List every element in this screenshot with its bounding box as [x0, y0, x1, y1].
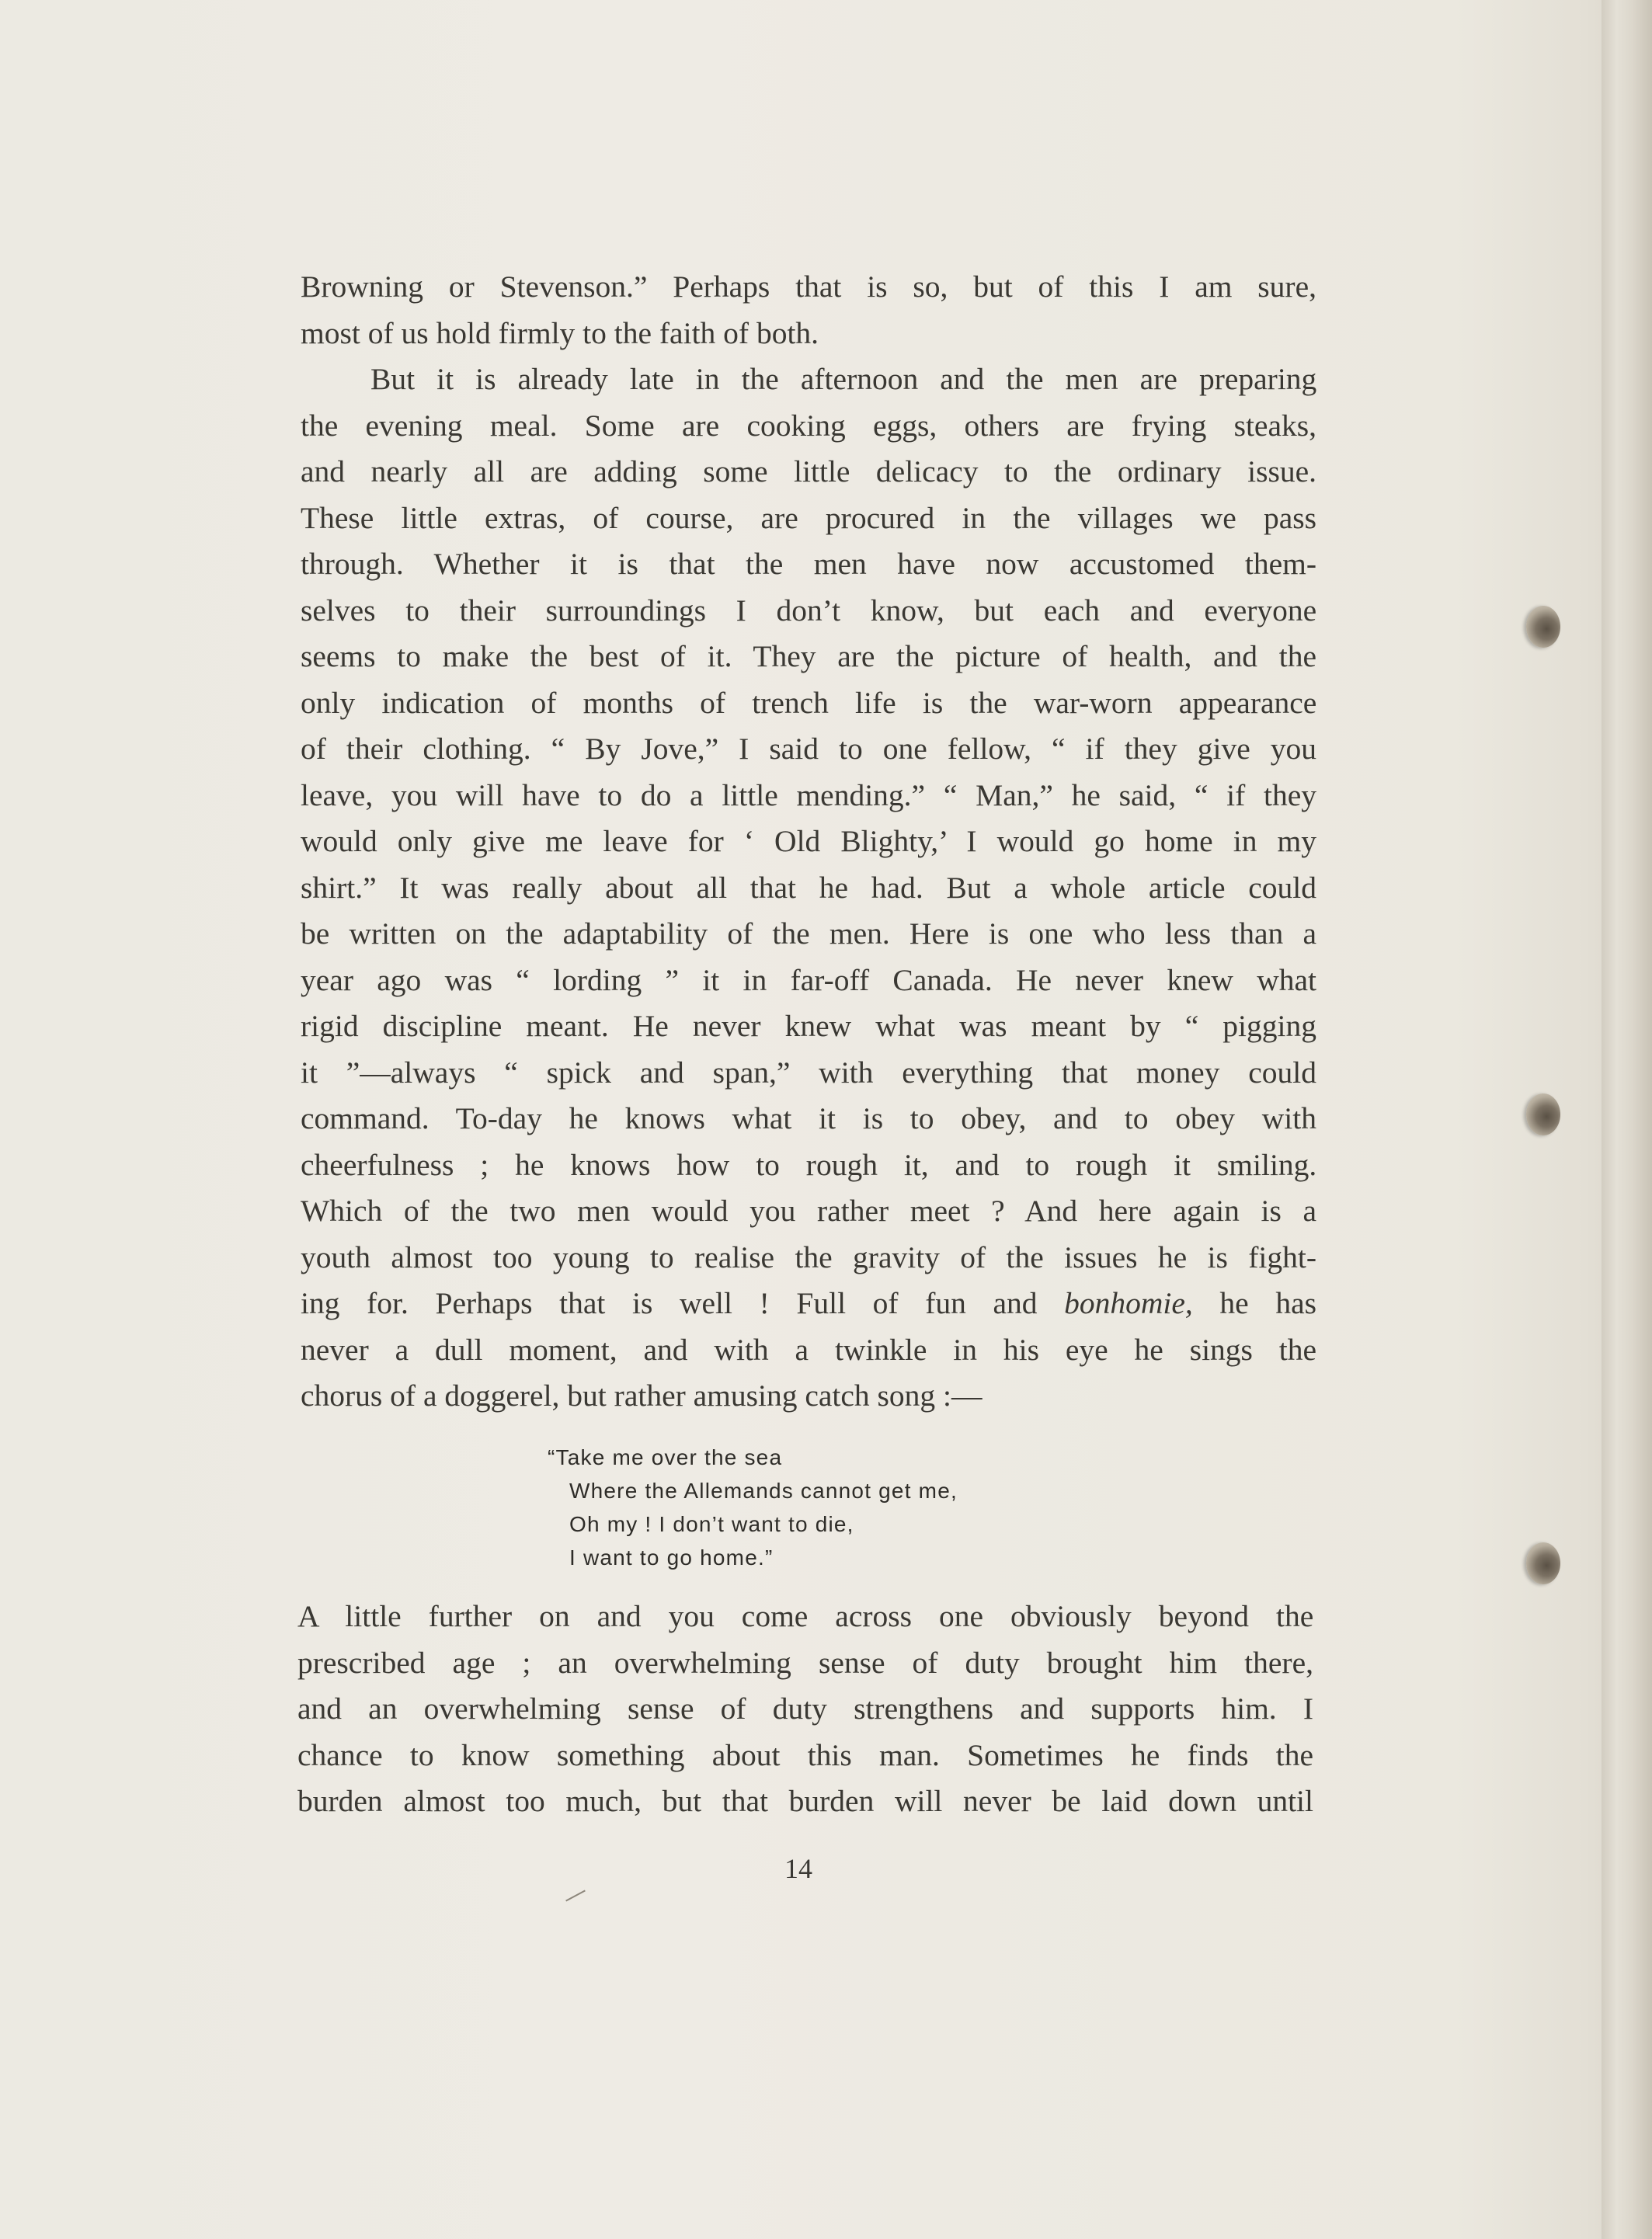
text-line: chance to know something about this man. Sometimes he finds the — [297, 1737, 1313, 1772]
text-line: leave, you will have to do a little mending.” “ Man,” he said, “ if they — [301, 777, 1316, 812]
verse-line: I want to go home.” — [569, 1545, 774, 1570]
paragraph — [301, 356, 1316, 1420]
verse-line: Oh my ! I don’t want to die, — [569, 1512, 854, 1536]
text-line: through. Whether it is that the men have now accustomed them- — [301, 547, 1316, 581]
punch-hole — [1526, 1093, 1560, 1135]
text-line: These little extras, of course, are procured in the villages we pass — [301, 500, 1316, 535]
text-line: A little further on and you come across one obviously beyond the — [297, 1599, 1314, 1633]
text-line: would only give me leave for ‘ Old Blighty,’ I would go home in my — [301, 824, 1316, 858]
text-line-with-italic — [301, 1281, 1316, 1327]
text-line: shirt.” It was really about all that he had. But a whole article could — [301, 870, 1316, 905]
text-line: most of us hold firmly to the faith of both. — [301, 315, 819, 350]
text-line: youth almost too young to realise the gravity of the issues he is fight- — [301, 1239, 1316, 1274]
text-line: be written on the adaptability of the men. Here is one who less than a — [301, 916, 1316, 951]
text-line: and nearly all are adding some little delicacy to the ordinary issue. — [301, 454, 1316, 488]
page-number: 14 — [784, 1853, 812, 1884]
verse-line: Where the Allemands cannot get me, — [569, 1479, 958, 1503]
italic-word: bonhomie, — [1064, 1286, 1193, 1320]
verse-block — [548, 1441, 958, 1574]
text-line: the evening meal. Some are cooking eggs, others are frying steaks, — [301, 408, 1316, 443]
text-line: burden almost too much, but that burden will never be laid down until — [297, 1784, 1313, 1818]
text-line: cheerfulness ; he knows how to rough it, and to rough it smiling. — [301, 1147, 1317, 1182]
text-line: of their clothing. “ By Jove,” I said to one fellow, “ if they give you — [301, 732, 1316, 766]
body-text-bottom — [297, 1594, 1313, 1825]
text-line: year ago was “ lording ” it in far-off Canada. He never knew what — [301, 962, 1316, 997]
text-line: and an overwhelming sense of duty strengthens and supports him. I — [297, 1691, 1313, 1726]
text-line: rigid discipline meant. He never knew what was meant by “ pigging — [301, 1009, 1316, 1043]
verse-line: “Take me over the sea — [548, 1445, 783, 1469]
text-line: Which of the two men would you rather meet ? And here again is a — [301, 1194, 1316, 1228]
text-line: Browning or Stevenson.” Perhaps that is so, but of this I am sure, — [301, 269, 1316, 304]
text-line: only indication of months of trench life is the war-worn appearance — [301, 685, 1317, 720]
text-line: prescribed age ; an overwhelming sense of duty brought him there, — [297, 1645, 1313, 1680]
text-line: chorus of a doggerel, but rather amusing catch song :— — [301, 1379, 983, 1413]
text-line: selves to their surroundings I don’t know, but each and everyone — [301, 593, 1317, 628]
paragraph — [297, 1594, 1313, 1825]
page-edge — [1602, 0, 1652, 2239]
text-line: But it is already late in the afternoon and the men are preparing — [370, 362, 1317, 396]
text-line: never a dull moment, and with a twinkle in his eye he sings the — [301, 1332, 1317, 1367]
text-line: it ”—always “ spick and span,” with everything that money could — [301, 1055, 1316, 1090]
text-line: command. To-day he knows what it is to obey, and to obey with — [301, 1101, 1316, 1135]
punch-hole — [1526, 1542, 1560, 1584]
paragraph — [301, 264, 1316, 356]
text-line: seems to make the best of it. They are the picture of health, and the — [301, 639, 1316, 673]
body-text-top — [301, 264, 1316, 1420]
punch-hole — [1526, 606, 1560, 648]
text-fragment: he has — [1192, 1286, 1316, 1320]
text-fragment: ing for. Perhaps that is well ! Full of fun and — [301, 1286, 1065, 1320]
